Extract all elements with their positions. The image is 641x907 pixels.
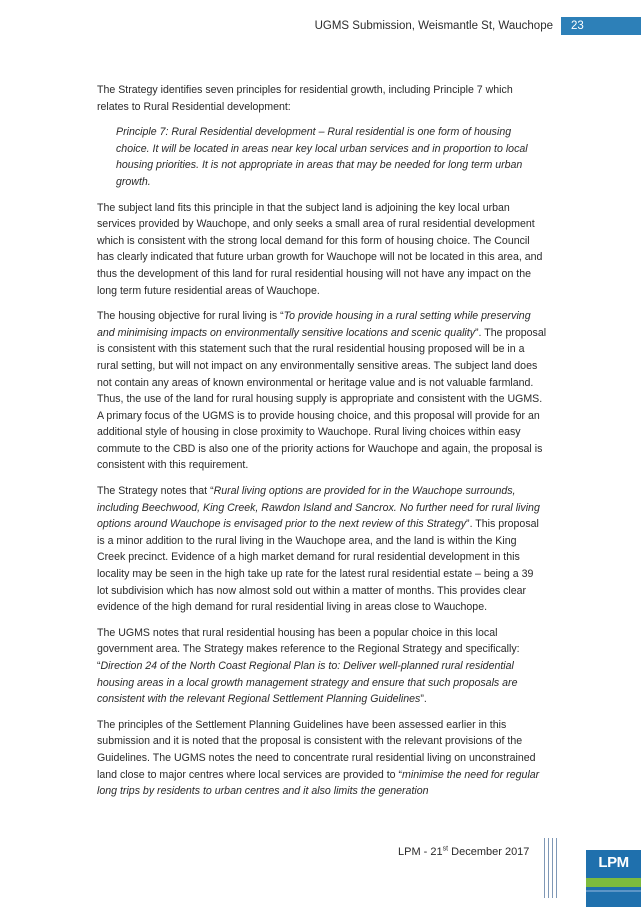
page-number: 23 xyxy=(561,17,641,35)
italic-quote: minimise the need for regular long trips by residents to urban centres and it also limits the generation xyxy=(97,768,540,798)
footer-divider-lines xyxy=(544,838,558,898)
document-body xyxy=(97,82,547,809)
paragraph-strategy-notes xyxy=(97,483,547,616)
logo-stripe xyxy=(586,890,641,892)
text-run: The principles of the Settlement Planning Guidelines have been assessed earlier in this submission and it is noted that the proposal is consistent with the relevant provisions of the Guidelines. The UGMS notes the need to concentrate rural residential living on unconstrained land close to major centres where local services are provided to “ xyxy=(97,718,536,781)
paragraph-settlement-guidelines xyxy=(97,717,547,800)
footer-ordinal: st xyxy=(442,845,449,853)
text-run: The Strategy notes that “ xyxy=(97,485,214,498)
page-header xyxy=(315,17,641,35)
text-run: ”. This proposal is a minor addition to the rural living in the Wauchope area, and the land is within the King Creek precinct. Evidence of a high market demand for rural residential development in this locality may be seen in the high take up rate for the latest rural residential estate – being a 39 lot subdivision which has now almost sold out within a matter of months. This provides clear evidence of the high demand for rural residential living in areas close to Wauchope. xyxy=(97,518,539,614)
paragraph-regional-strategy xyxy=(97,625,547,708)
text-run: The UGMS notes that rural residential housing has been a popular choice in this local government area. The Strategy makes reference to the Regional Strategy and specifically: “ xyxy=(97,626,520,672)
lpm-logo xyxy=(586,850,641,907)
footer-date-text: December 2017 xyxy=(448,846,530,858)
logo-text: LPM xyxy=(598,854,629,871)
principle-7-quote: Principle 7: Rural Residential development – Rural residential is one form of housing choice. It will be located in areas near key local urban services and in proportion to local housing priorities. It is not appropriate in areas that may be needed for long term urban growth. xyxy=(116,126,528,188)
document-title: UGMS Submission, Weismantle St, Wauchope xyxy=(314,20,553,32)
text-run: ”. xyxy=(420,693,427,706)
logo-green-bar xyxy=(586,878,641,887)
footer-prefix: LPM - 21 xyxy=(398,846,443,858)
paragraph-principles-intro: The Strategy identifies seven principles for residential growth, including Principle 7 which relates to Rural Residential development: xyxy=(97,84,513,113)
paragraph-subject-land: The subject land fits this principle in that the subject land is adjoining the key local urban services provided by Wauchope, and only seeks a small area of rural residential development which is consistent with the strong local demand for this form of housing choice. The Council has clearly indicated that future urban growth for Wauchope will not be located in this area, and thus the development of this land for rural residential housing will not have any impact on the long term future residential areas of Wauchope. xyxy=(97,201,543,297)
italic-quote: Rural living options are provided for in the Wauchope surrounds, including Beechwood, King Creek, Rawdon Island and Sancrox. No further need for rural living options around Wauchope is envisaged prior to the next review of this Strategy xyxy=(97,485,540,531)
text-run: The housing objective for rural living is “ xyxy=(97,310,284,323)
italic-quote: To provide housing in a rural setting while preserving and minimising impacts on environmentally sensitive locations and scenic quality xyxy=(97,310,531,339)
italic-quote: Direction 24 of the North Coast Regional Plan is to: Deliver well-planned rural residential housing areas in a local growth management strategy and ensure that such proposals are consistent with the relevant Regional Settlement Planning Guidelines xyxy=(97,660,518,706)
text-run: ”. The proposal is consistent with this statement such that the rural residential housing proposed will be in a rural setting, but will not impact on any environmentally sensitive areas. The subject land does not contain any areas of known environmental or heritage value and is not valuable farmland. Thus, the use of the land for rural housing supply is appropriate and consistent with the UGMS. A primary focus of the UGMS is to provide housing choice, and this proposal will provide for an additional style of housing in close proximity to Wauchope. Rural living choices within easy commute to the CBD is also one of the priority actions for Wauchope and again, the proposal is consistent with this requirement. xyxy=(97,326,547,472)
footer-date xyxy=(398,846,529,858)
paragraph-housing-objective xyxy=(97,308,547,474)
